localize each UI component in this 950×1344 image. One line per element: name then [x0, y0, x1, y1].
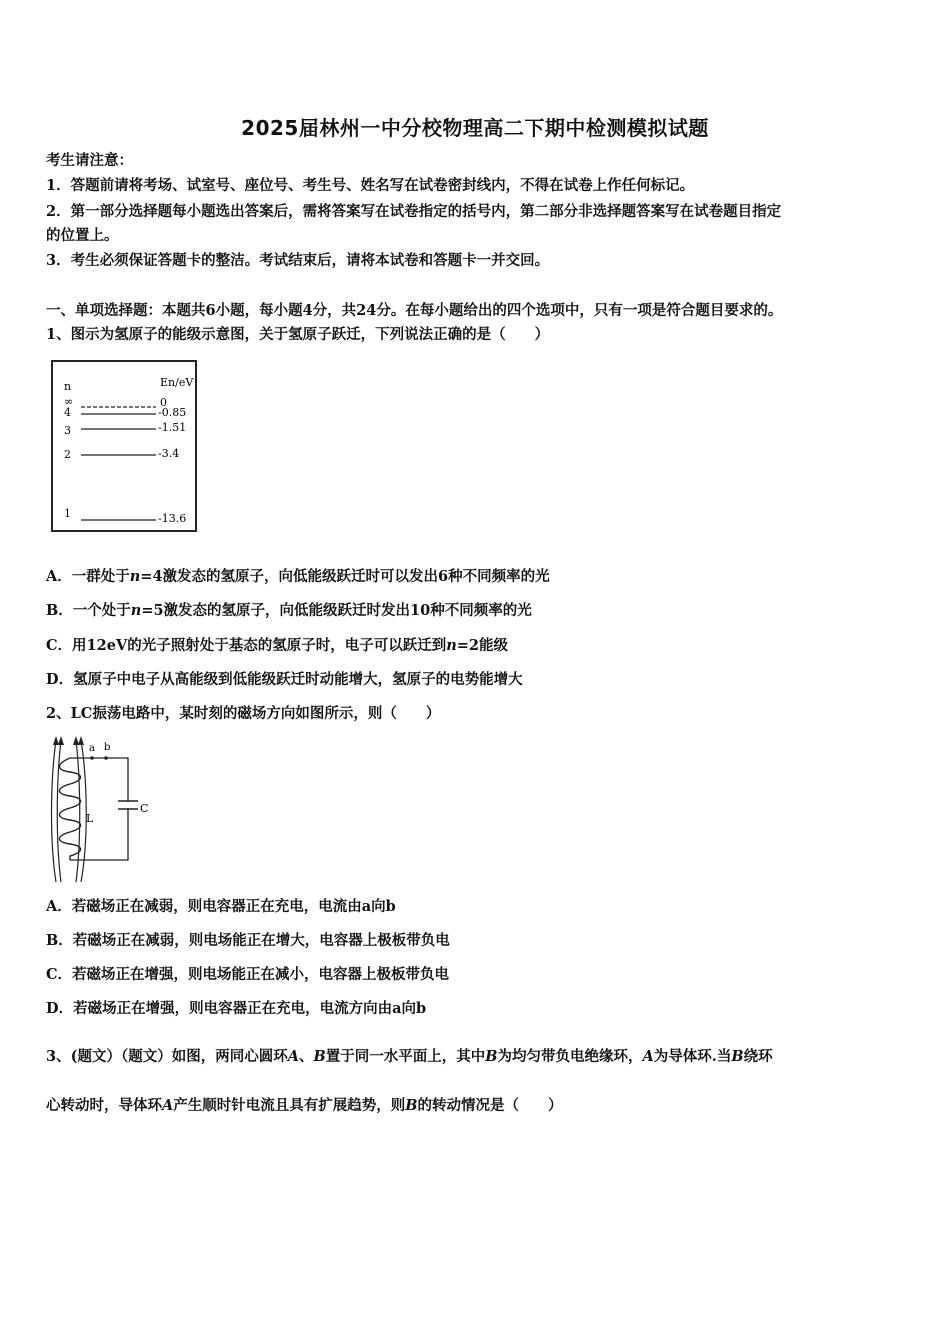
- level-energy-label: -1.51: [158, 421, 187, 434]
- section-heading: 一、单项选择题：本题共6小题，每小题4分，共24分。在每小题给出的四个选项中，只有一项是符合题目要求的。: [46, 302, 783, 319]
- question-3-stem-line-1: 3、(题文）（题文）如图，两同心圆环A、B置于同一水平面上，其中B为均匀带负电绝缘环，A为导体环.当B绕环: [46, 1048, 773, 1065]
- question-2-option-d[interactable]: D．若磁场正在增强，则电容器正在充电，电流方向由a向b: [46, 1000, 427, 1017]
- question-1-option-d[interactable]: D．氢原子中电子从高能级到低能级跃迁时动能增大，氢原子的电势能增大: [46, 671, 523, 688]
- question-2-option-a[interactable]: A．若磁场正在减弱，则电容器正在充电，电流由a向b: [46, 898, 396, 915]
- level-n-label: 2: [64, 448, 71, 461]
- question-1-option-b[interactable]: B．一个处于n=5激发态的氢原子，向低能级跃迁时发出10种不同频率的光: [46, 602, 532, 619]
- terminal-b-dot: [104, 756, 108, 760]
- level-n-label: 1: [64, 507, 71, 520]
- notice-item: 2．第一部分选择题每小题选出答案后，需将答案写在试卷指定的括号内，第二部分非选择题答案写在试卷题目指定: [46, 203, 782, 220]
- question-1-option-a[interactable]: A．一群处于n=4激发态的氢原子，向低能级跃迁时可以发出6种不同频率的光: [46, 568, 550, 585]
- terminal-a-dot: [90, 756, 94, 760]
- question-3-stem-line-2: 心转动时，导体环A产生顺时针电流且具有扩展趋势，则B的转动情况是（ ）: [46, 1097, 563, 1114]
- field-arrow-icon: [78, 736, 84, 745]
- question-1-stem: 1、图示为氢原子的能级示意图，关于氢原子跃迁，下列说法正确的是（ ）: [46, 326, 550, 343]
- field-arrow-icon: [53, 736, 59, 745]
- lc-circuit-diagram: [48, 734, 158, 884]
- notice-item: 的位置上。: [46, 227, 119, 244]
- notice-item: 3．考生必须保证答题卡的整洁。考试结束后，请将本试卷和答题卡一并交回。: [46, 252, 550, 269]
- field-line: [76, 740, 80, 882]
- level-n-label: ∞: [64, 395, 74, 408]
- question-1-option-c[interactable]: C．用12eV的光子照射处于基态的氢原子时，电子可以跃迁到n=2能级: [46, 637, 508, 654]
- level-energy-label: -3.4: [158, 447, 180, 460]
- field-line: [57, 740, 61, 882]
- capacitor-gap: [124, 802, 132, 808]
- terminal-a-label: a: [89, 743, 95, 754]
- energy-level-diagram: [48, 358, 200, 534]
- question-2-option-c[interactable]: C．若磁场正在增强，则电场能正在减小，电容器上极板带负电: [46, 966, 450, 983]
- question-2-stem: 2、LC振荡电路中，某时刻的磁场方向如图所示，则（ ）: [46, 705, 441, 722]
- question-2-option-b[interactable]: B．若磁场正在减弱，则电场能正在增大，电容器上极板带负电: [46, 932, 450, 949]
- terminal-b-label: b: [104, 742, 111, 753]
- field-line: [52, 740, 57, 882]
- level-n-label: 4: [64, 406, 71, 419]
- capacitor-label: C: [140, 802, 149, 815]
- inductor-coil: [60, 758, 81, 860]
- notice-item: 1．答题前请将考场、试室号、座位号、考生号、姓名写在试卷密封线内，不得在试卷上作任何标记。: [46, 177, 695, 194]
- level-energy-label: -13.6: [158, 512, 187, 525]
- notice-heading: 考生请注意：: [46, 152, 133, 169]
- n-axis-label: n: [64, 380, 72, 393]
- field-arrow-icon: [73, 736, 79, 745]
- level-energy-label: 0: [160, 396, 167, 409]
- level-energy-label: -0.85: [158, 406, 187, 419]
- field-arrow-icon: [58, 736, 64, 745]
- field-line: [81, 740, 86, 882]
- level-n-label: 3: [64, 424, 71, 437]
- inductor-label: L: [86, 812, 94, 825]
- page-title: 2025届林州一中分校物理高二下期中检测模拟试题: [241, 116, 709, 140]
- energy-axis-label: En/eV: [160, 376, 194, 389]
